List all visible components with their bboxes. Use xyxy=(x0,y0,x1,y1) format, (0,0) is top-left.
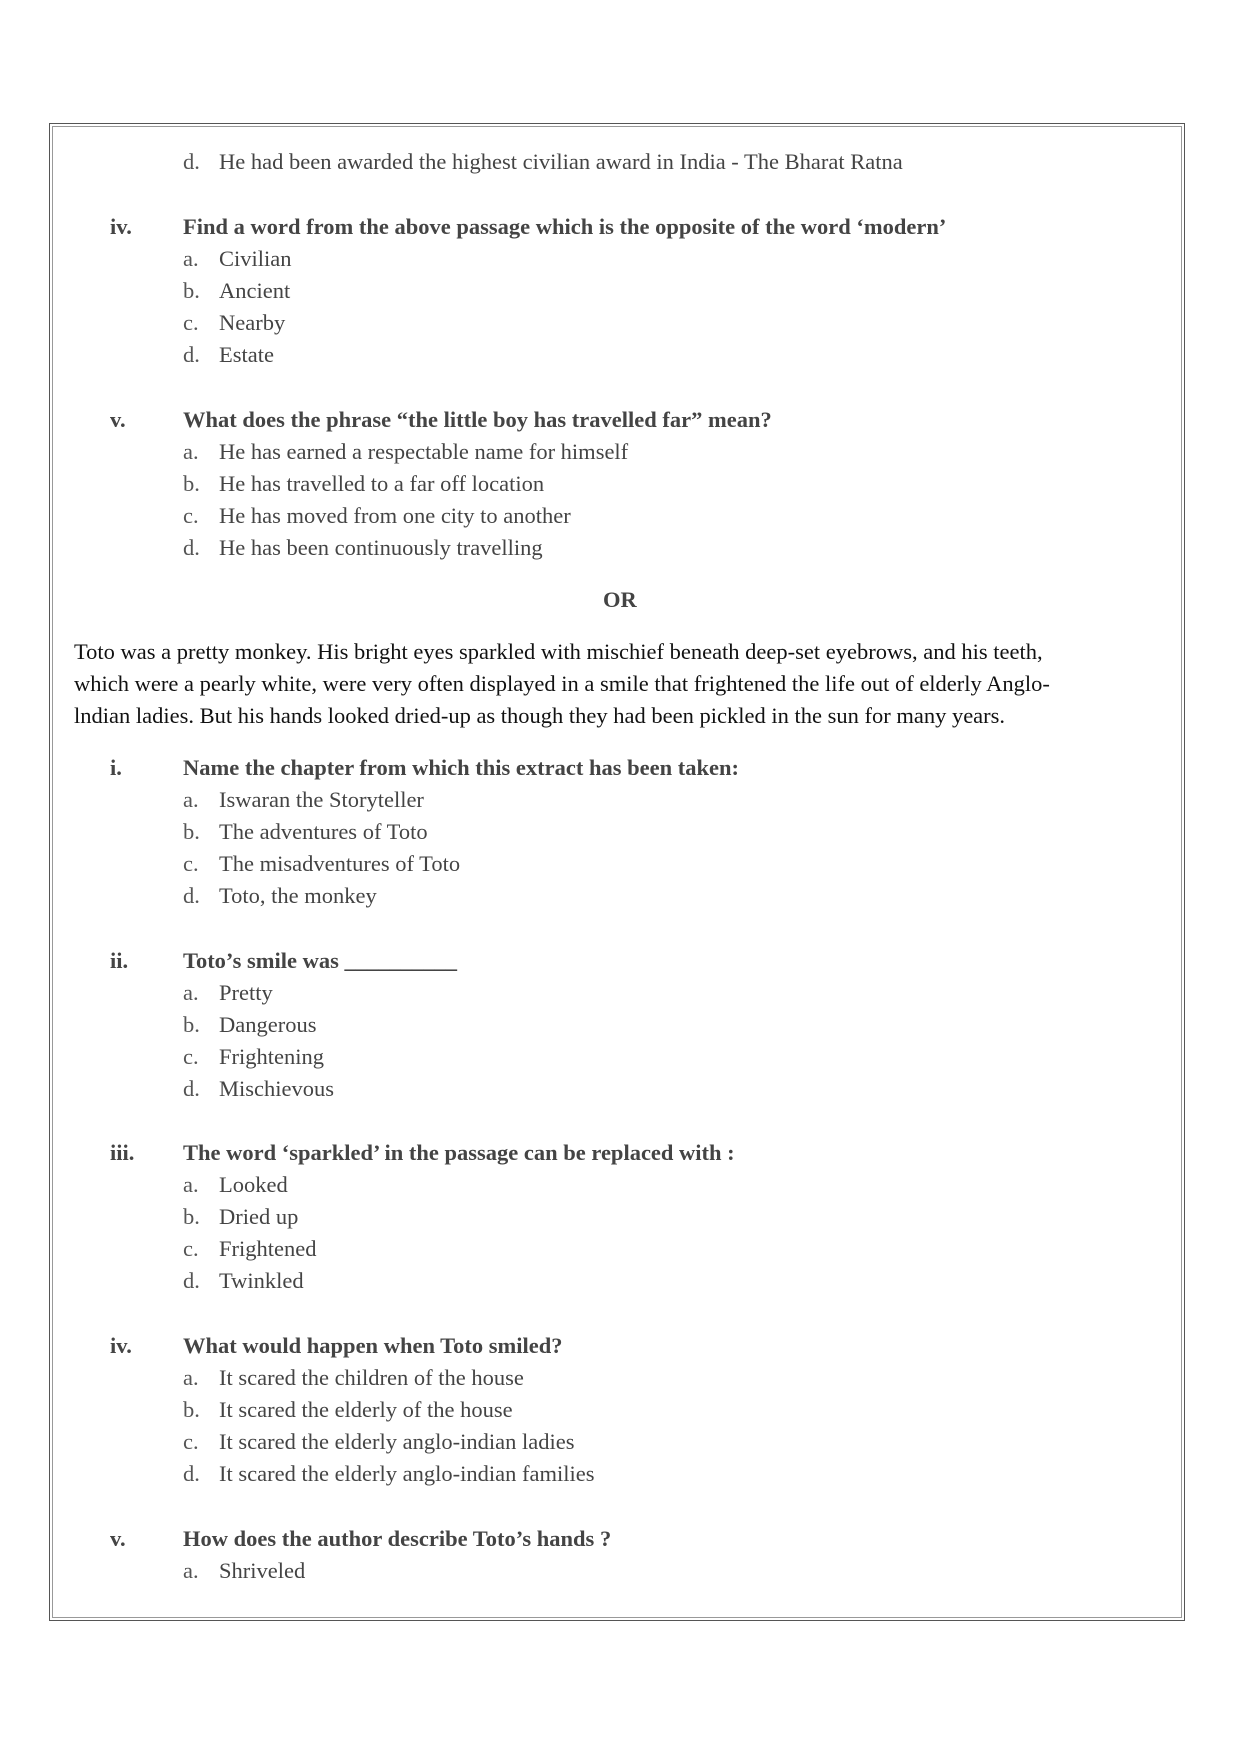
option-letter: d. xyxy=(183,1076,200,1101)
option-letter: d. xyxy=(183,883,200,908)
option-text: Frightening xyxy=(219,1044,324,1069)
option-text: Nearby xyxy=(219,310,286,335)
option-text: The adventures of Toto xyxy=(219,819,428,844)
option-text: He has earned a respectable name for himself xyxy=(219,439,629,464)
option-text: Shriveled xyxy=(219,1558,306,1583)
option-letter: c. xyxy=(183,1429,199,1454)
option-text: Dangerous xyxy=(219,1012,317,1037)
option-text: It scared the elderly anglo-indian ladies xyxy=(219,1429,575,1454)
option-letter: c. xyxy=(183,310,199,335)
option-letter: a. xyxy=(183,1558,199,1583)
question-number: iii. xyxy=(110,1140,135,1165)
option-letter: b. xyxy=(183,471,200,496)
option-text: Estate xyxy=(219,342,274,367)
option-text: He has travelled to a far off location xyxy=(219,471,545,496)
option-text: He has moved from one city to another xyxy=(219,503,571,528)
option-text: Dried up xyxy=(219,1204,299,1229)
option-letter: b. xyxy=(183,1012,200,1037)
option-text: Twinkled xyxy=(219,1268,304,1293)
option-letter: c. xyxy=(183,851,199,876)
option-letter: c. xyxy=(183,1236,199,1261)
question-number: iv. xyxy=(110,1333,132,1358)
option-text: Looked xyxy=(219,1172,288,1197)
passage-line: lndian ladies. But his hands looked dried-up as though they had been pickled in the sun for many years. xyxy=(74,703,1006,728)
question-number: iv. xyxy=(110,214,132,239)
option-letter: d. xyxy=(183,1461,200,1486)
option-text: It scared the elderly anglo-indian families xyxy=(219,1461,595,1486)
option-text: Toto, the monkey xyxy=(219,883,377,908)
question-text: The word ‘sparkled’ in the passage can be replaced with : xyxy=(183,1140,735,1165)
question-text: What would happen when Toto smiled? xyxy=(183,1333,563,1358)
option-text: Civilian xyxy=(219,246,292,271)
option-text: He has been continuously travelling xyxy=(219,535,543,560)
option-text: The misadventures of Toto xyxy=(219,851,461,876)
option-letter: a. xyxy=(183,787,199,812)
question-text: How does the author describe Toto’s hands ? xyxy=(183,1526,612,1551)
question-number: v. xyxy=(110,407,126,432)
question-text: Toto’s smile was __________ xyxy=(183,948,457,973)
question-text: Name the chapter from which this extract has been taken: xyxy=(183,755,739,780)
option-letter: d. xyxy=(183,1268,200,1293)
option-letter: b. xyxy=(183,278,200,303)
option-text: Pretty xyxy=(219,980,273,1005)
option-text: It scared the elderly of the house xyxy=(219,1397,513,1422)
option-letter: a. xyxy=(183,439,199,464)
option-text: Ancient xyxy=(219,278,291,303)
option-text: Iswaran the Storyteller xyxy=(219,787,424,812)
option-letter: c. xyxy=(183,503,199,528)
option-letter: a. xyxy=(183,246,199,271)
option-letter: d. xyxy=(183,149,200,174)
question-number: i. xyxy=(110,755,122,780)
option-letter: a. xyxy=(183,1172,199,1197)
option-letter: b. xyxy=(183,1204,200,1229)
option-letter: b. xyxy=(183,1397,200,1422)
question-text: What does the phrase “the little boy has travelled far” mean? xyxy=(183,407,772,432)
option-text: Frightened xyxy=(219,1236,317,1261)
question-text: Find a word from the above passage which is the opposite of the word ‘modern’ xyxy=(183,214,947,239)
option-letter: a. xyxy=(183,1365,199,1390)
option-letter: d. xyxy=(183,535,200,560)
or-divider: OR xyxy=(603,587,637,612)
option-text: Mischievous xyxy=(219,1076,334,1101)
option-letter: b. xyxy=(183,819,200,844)
question-number: v. xyxy=(110,1526,126,1551)
option-letter: d. xyxy=(183,342,200,367)
passage-line: which were a pearly white, were very often displayed in a smile that frightened the life out of elderly Anglo- xyxy=(74,671,1050,696)
option-text: He had been awarded the highest civilian award in India - The Bharat Ratna xyxy=(219,149,903,174)
option-text: It scared the children of the house xyxy=(219,1365,524,1390)
question-number: ii. xyxy=(110,948,129,973)
passage-line: Toto was a pretty monkey. His bright eyes sparkled with mischief beneath deep-set eyebrows, and his teeth, xyxy=(74,639,1043,664)
option-letter: a. xyxy=(183,980,199,1005)
option-letter: c. xyxy=(183,1044,199,1069)
